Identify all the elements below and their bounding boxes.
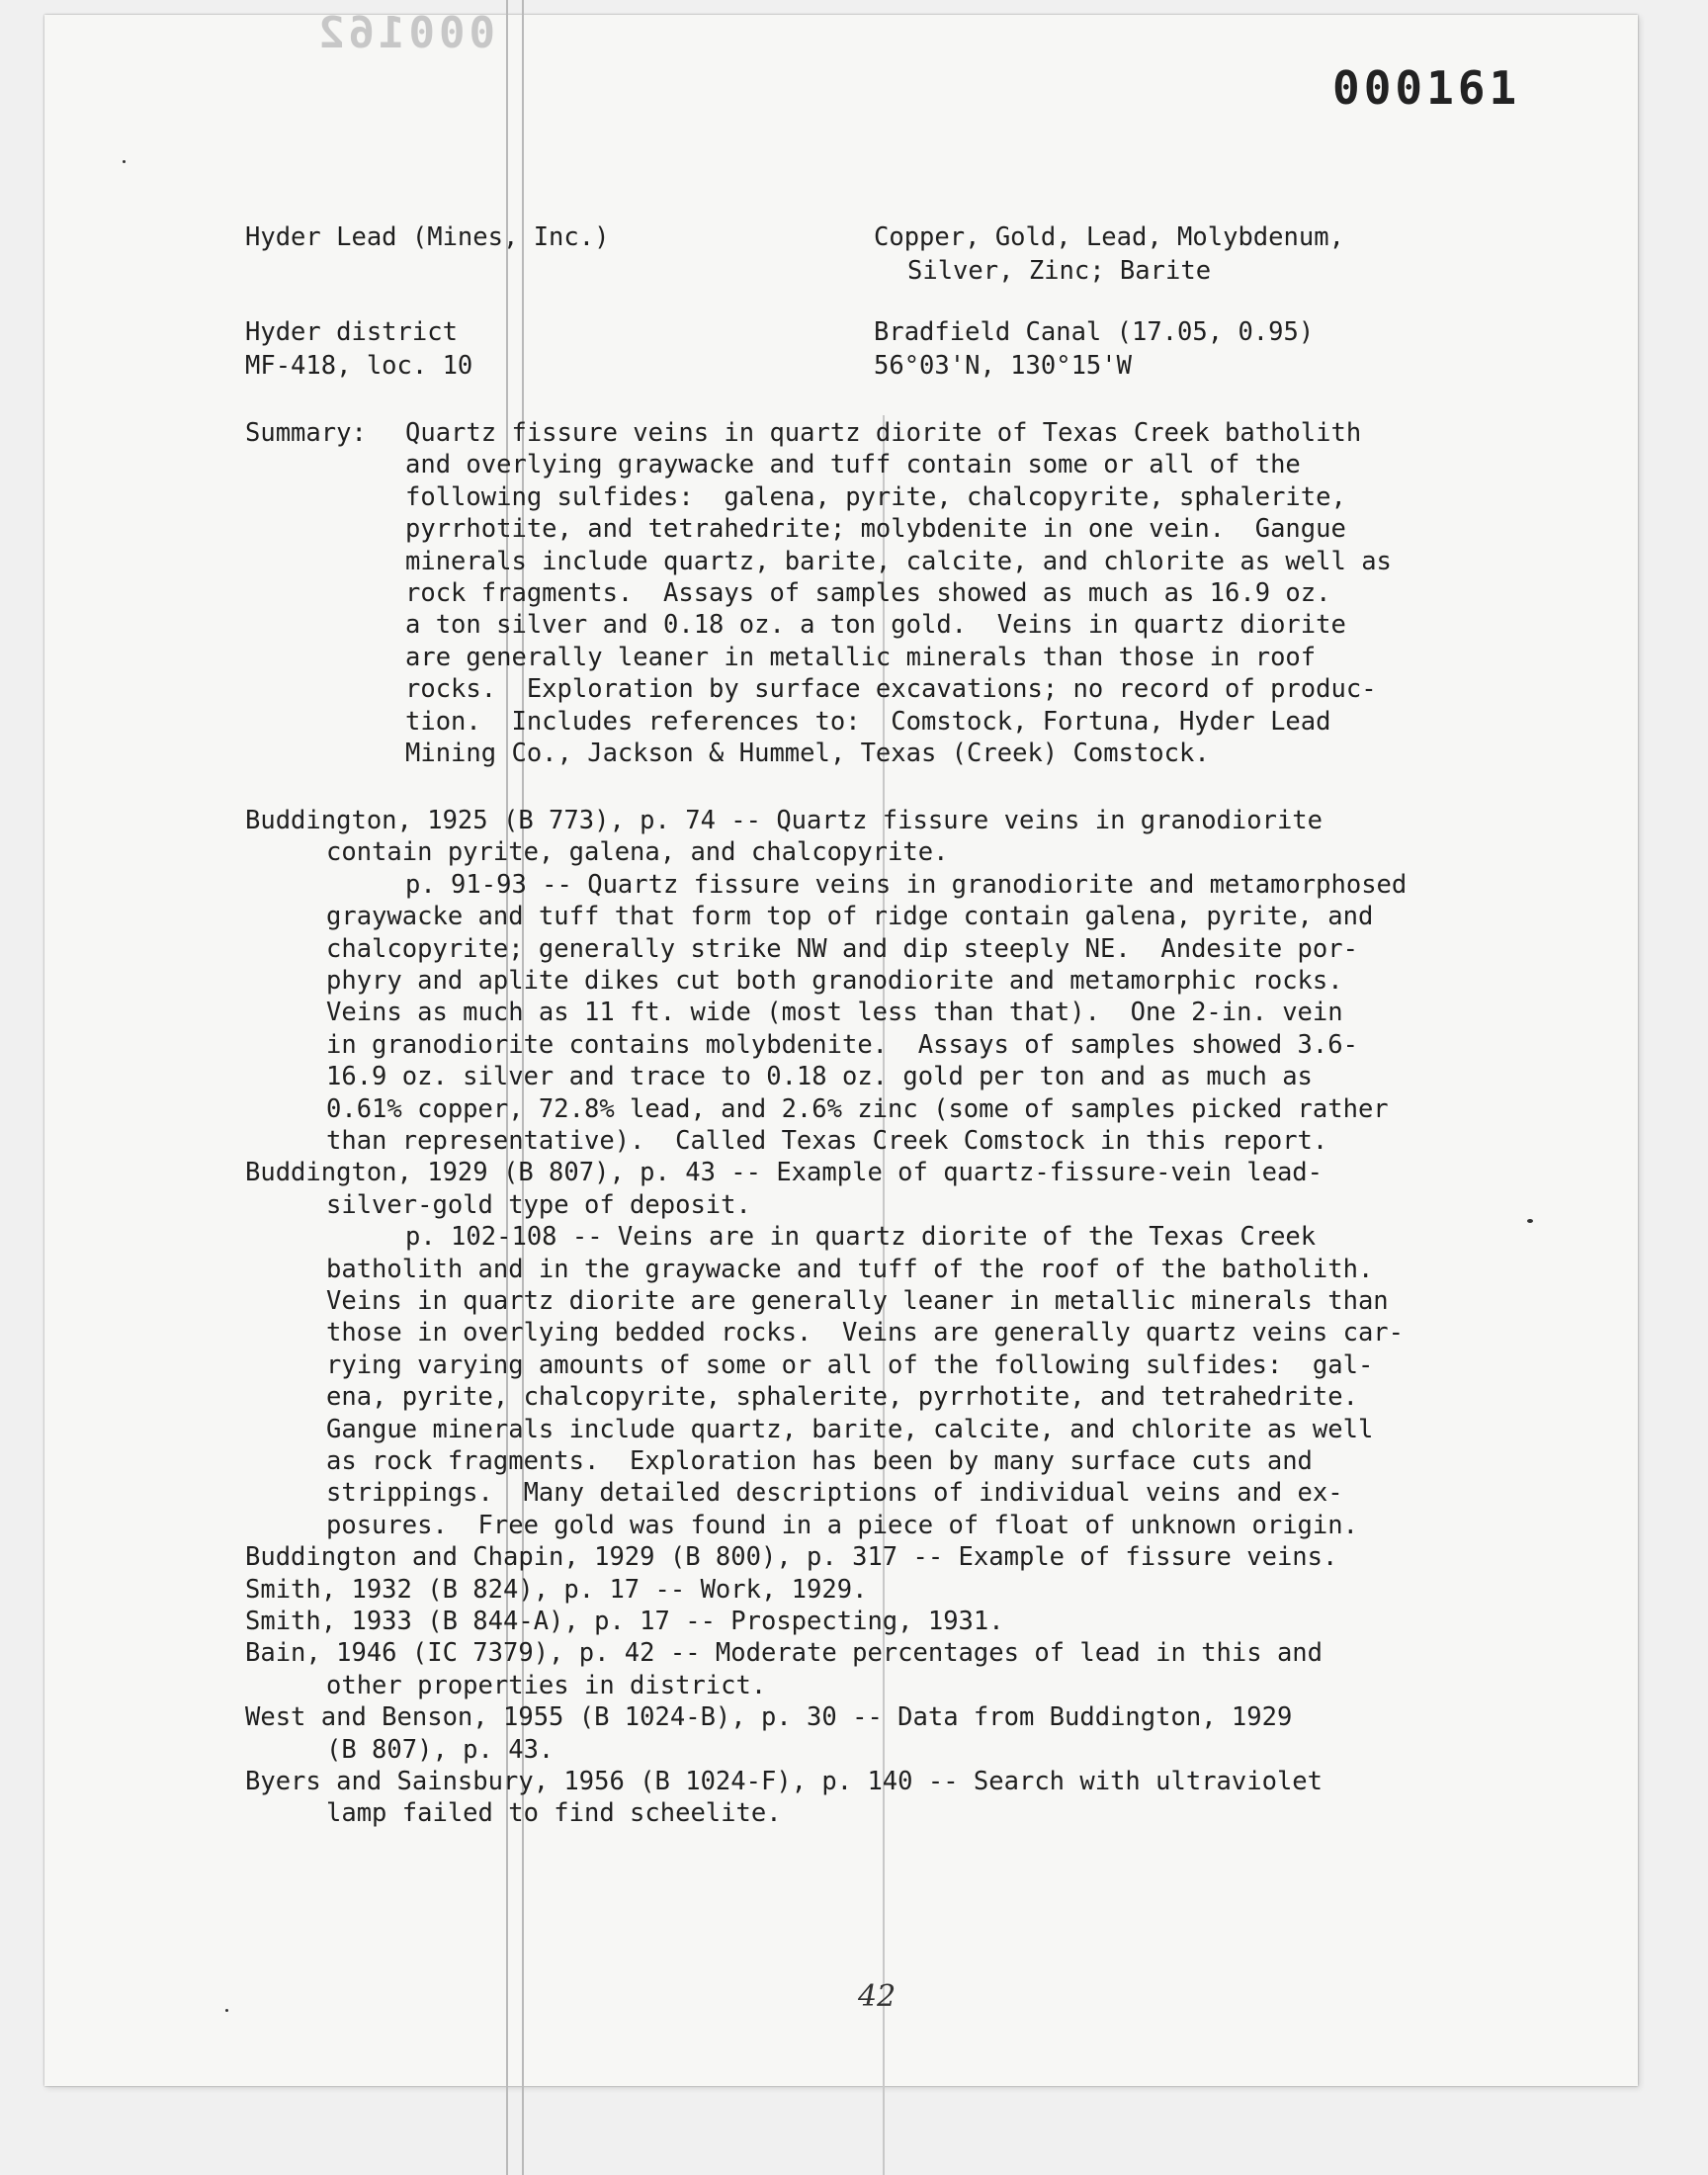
reference-continuation-line: p. 91-93 -- Quartz fissure veins in granodiorite and metamorphosed — [405, 869, 1408, 900]
summary-line: tion. Includes references to: Comstock, Fortuna, Hyder Lead — [405, 706, 1331, 737]
reference-continuation-line: in granodiorite contains molybdenite. Assays of samples showed 3.6- — [326, 1029, 1358, 1060]
scan-speck — [123, 160, 126, 163]
reference-citation-line: Buddington, 1925 (B 773), p. 74 -- Quartz fissure veins in granodiorite — [245, 806, 1324, 835]
reference-continuation-line: Veins as much as 11 ft. wide (most less than that). One 2-in. vein — [326, 998, 1343, 1028]
document-number-ghost-stamp: 000162 — [314, 8, 495, 58]
property-name: Hyder Lead (Mines, Inc.) — [245, 222, 610, 252]
reference-continuation-line: lamp failed to find scheelite. — [326, 1798, 782, 1829]
reference-citation-line: Smith, 1932 (B 824), p. 17 -- Work, 1929. — [245, 1574, 868, 1605]
reference-continuation-line: than representative). Called Texas Creek Comstock in this report. — [326, 1126, 1328, 1156]
commodities-line-1: Copper, Gold, Lead, Molybdenum, — [874, 222, 1344, 252]
reference-continuation-line: those in overlying bedded rocks. Veins are generally quartz veins car- — [326, 1318, 1405, 1348]
reference-citation-line: Byers and Sainsbury, 1956 (B 1024-F), p. 140 -- Search with ultraviolet — [245, 1767, 1324, 1796]
reference-continuation-line: 16.9 oz. silver and trace to 0.18 oz. gold per ton and as much as — [326, 1062, 1313, 1092]
reference-continuation-line: 0.61% copper, 72.8% lead, and 2.6% zinc (some of samples picked rather — [326, 1093, 1389, 1124]
reference-continuation-line: batholith and in the graywacke and tuff of the roof of the batholith. — [326, 1254, 1374, 1284]
reference-continuation-line: posures. Free gold was found in a piece of float of unknown origin. — [326, 1510, 1358, 1540]
summary-line: minerals include quartz, barite, calcite, and chlorite as well as — [405, 546, 1392, 576]
reference-continuation-line: p. 102-108 -- Veins are in quartz diorite of the Texas Creek — [405, 1222, 1317, 1253]
coordinates: 56°03'N, 130°15'W — [874, 351, 1132, 381]
reference-citation-line: West and Benson, 1955 (B 1024-B), p. 30 -- Data from Buddington, 1929 — [245, 1702, 1293, 1733]
quadrangle-name: Bradfield Canal (17.05, 0.95) — [874, 317, 1315, 347]
summary-line: pyrrhotite, and tetrahedrite; molybdenite in one vein. Gangue — [405, 514, 1346, 545]
document-number-stamp: 000161 — [1332, 61, 1521, 115]
summary-label: Summary: — [245, 418, 367, 448]
summary-line: Mining Co., Jackson & Hummel, Texas (Creek) Comstock. — [405, 739, 1210, 768]
summary-line: a ton silver and 0.18 oz. a ton gold. Veins in quartz diorite — [405, 610, 1346, 641]
summary-line: are generally leaner in metallic minerals than those in roof — [405, 642, 1317, 672]
reference-continuation-line: chalcopyrite; generally strike NW and dip steeply NE. Andesite por- — [326, 933, 1358, 964]
reference-continuation-line: (B 807), p. 43. — [326, 1734, 555, 1765]
reference-continuation-line: Veins in quartz diorite are generally leaner in metallic minerals than — [326, 1286, 1389, 1316]
scan-speck — [225, 2009, 228, 2012]
summary-line: following sulfides: galena, pyrite, chalcopyrite, sphalerite, — [405, 481, 1346, 512]
reference-continuation-line: Gangue minerals include quartz, barite, calcite, and chlorite as well — [326, 1414, 1374, 1444]
page-number: 42 — [858, 1979, 897, 2014]
reference-continuation-line: as rock fragments. Exploration has been by many surface cuts and — [326, 1446, 1313, 1476]
summary-line: Quartz fissure veins in quartz diorite of Texas Creek batholith — [405, 418, 1362, 448]
summary-line: rock fragments. Assays of samples showed as much as 16.9 oz. — [405, 578, 1331, 608]
reference-continuation-line: contain pyrite, galena, and chalcopyrite. — [326, 837, 949, 868]
reference-citation-line: Buddington, 1929 (B 807), p. 43 -- Example of quartz-fissure-vein lead- — [245, 1158, 1324, 1188]
district-name: Hyder district — [245, 317, 458, 347]
reference-continuation-line: silver-gold type of deposit. — [326, 1189, 751, 1220]
reference-citation-line: Smith, 1933 (B 844-A), p. 17 -- Prospecting, 1931. — [245, 1607, 1004, 1636]
commodities-line-2: Silver, Zinc; Barite — [907, 256, 1212, 286]
reference-continuation-line: phyry and aplite dikes cut both granodiorite and metamorphic rocks. — [326, 966, 1343, 996]
reference-continuation-line: graywacke and tuff that form top of ridge contain galena, pyrite, and — [326, 902, 1374, 932]
reference-continuation-line: strippings. Many detailed descriptions of individual veins and ex- — [326, 1478, 1343, 1509]
reference-continuation-line: other properties in district. — [326, 1670, 767, 1700]
reference-continuation-line: rying varying amounts of some or all of the following sulfides: gal- — [326, 1349, 1374, 1380]
reference-citation-line: Buddington and Chapin, 1929 (B 800), p. 317 -- Example of fissure veins. — [245, 1542, 1338, 1573]
scan-speck — [1527, 1219, 1533, 1223]
reference-continuation-line: ena, pyrite, chalcopyrite, sphalerite, pyrrhotite, and tetrahedrite. — [326, 1382, 1358, 1413]
reference-citation-line: Bain, 1946 (IC 7379), p. 42 -- Moderate percentages of lead in this and — [245, 1638, 1324, 1669]
summary-line: and overlying graywacke and tuff contain some or all of the — [405, 450, 1301, 480]
map-reference: MF-418, loc. 10 — [245, 351, 473, 381]
summary-line: rocks. Exploration by surface excavations; no record of produc- — [405, 674, 1377, 705]
